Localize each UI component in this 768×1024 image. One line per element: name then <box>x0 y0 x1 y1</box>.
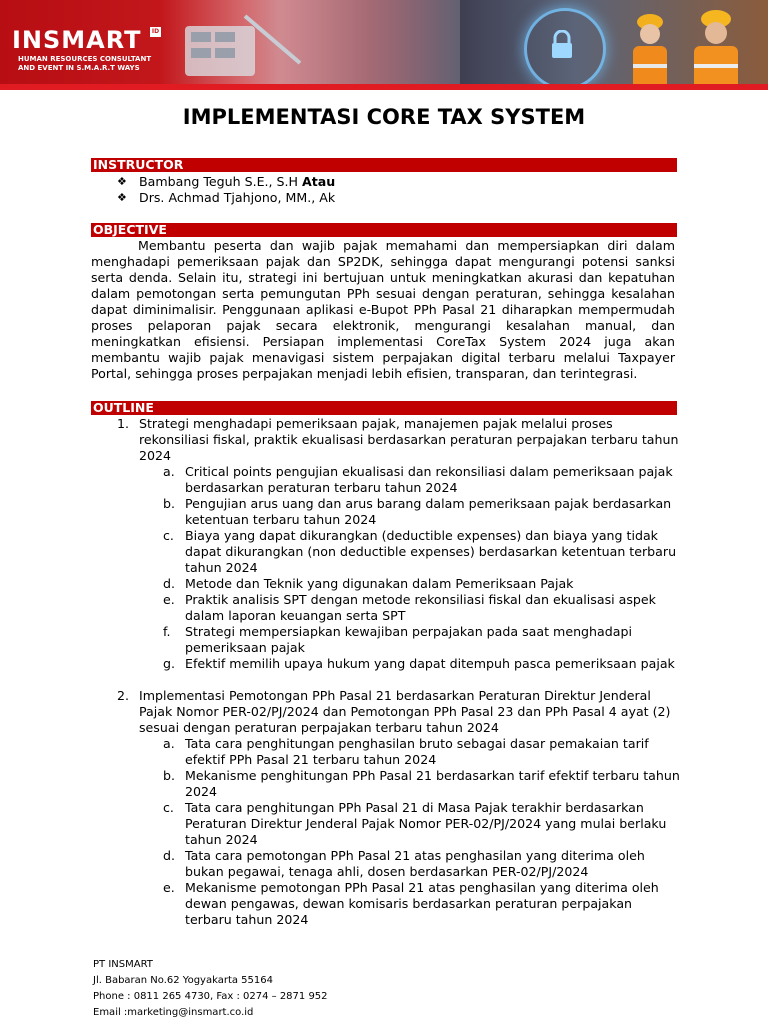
banner-stripe <box>0 84 768 90</box>
list-item: c. Biaya yang dapat dikurangkan (deductible expenses) dan biaya yang tidak dapat dikurangkan (non deductible expenses) berdasarkan ketentuan terbaru tahun 2024 <box>163 528 677 575</box>
list-item: e. Praktik analisis SPT dengan metode rekonsiliasi fiskal dan ekualisasi aspek dalam laporan keuangan serta SPT <box>163 592 656 623</box>
section-heading-objective: OBJECTIVE <box>91 223 677 237</box>
logo-badge: ID <box>151 28 160 35</box>
list-item: f. Strategi mempersiapkan kewajiban perpajakan pada saat menghadapi pemeriksaan pajak <box>163 624 632 655</box>
list-item: e. Mekanisme pemotongan PPh Pasal 21 atas penghasilan yang diterima oleh dewan pengawas, dewan komisaris berdasarkan peraturan perpajakan terbaru tahun 2024 <box>163 880 659 927</box>
list-item: d. Metode dan Teknik yang digunakan dalam Pemeriksaan Pajak <box>163 576 574 591</box>
list-item: a. Critical points pengujian ekualisasi dan rekonsiliasi dalam pemeriksaan pajak berdasarkan peraturan terbaru tahun 2024 <box>163 464 673 495</box>
list-item: d. Tata cara pemotongan PPh Pasal 21 atas penghasilan yang diterima oleh bukan pegawai, tenaga ahli, dosen berdasarkan PER-02/PJ/2024 <box>163 848 645 879</box>
instructor-conjunction: Atau <box>302 174 336 189</box>
list-item: c. Tata cara penghitungan PPh Pasal 21 di Masa Pajak terakhir berdasarkan Peraturan Direktur Jenderal Pajak Nomor PER-02/PJ/2024 yang mulai berlaku tahun 2024 <box>163 800 667 847</box>
item-number: 1. <box>117 416 130 431</box>
objective-paragraph: Membantu peserta dan wajib pajak memahami dan mempersiapkan diri dalam menghadapi pemeriksaan pajak dan SP2DK, sehingga dapat mengurangi potensi sanksi serta denda. Selain itu, strategi ini bertujuan untuk meningkatkan akurasi dan kepatuhan dalam pemotongan serta pemungutan PPh sesuai dengan peraturan, sehingga kesalahan dapat diminimalisir. Penggunaan aplikasi e-Bupot PPh Pasal 21 diharapkan mempermudah proses pelaporan pajak secara elektronik, mengurangi kesalahan manual, dan meningkatkan efisiensi. Persiapan implementasi CoreTax System 2024 juga akan membantu wajib pajak menavigasi sistem perpajakan digital terbaru melalui Taxpayer Portal, sehingga proses perpajakan menjadi lebih efisien, transparan, dan terintegrasi. <box>91 238 675 381</box>
sub-list <box>91 464 681 672</box>
logo-wordmark: INSMART <box>12 26 142 54</box>
outline-item <box>91 416 681 672</box>
section-heading-instructor: INSTRUCTOR <box>91 158 677 172</box>
outline-item <box>91 688 681 928</box>
page-title: IMPLEMENTASI CORE TAX SYSTEM <box>182 105 586 129</box>
lock-icon <box>549 30 575 60</box>
item-text: Strategi menghadapi pemeriksaan pajak, manajemen pajak melalui proses rekonsiliasi fiskal, praktik ekualisasi berdasarkan peraturan perpajakan terbaru tahun 2024 <box>139 416 679 463</box>
diamond-bullet-icon: ❖ <box>117 175 127 188</box>
item-number: 2. <box>117 688 130 703</box>
worker-image <box>688 6 744 90</box>
instructor-name: Drs. Achmad Tjahjono, MM., Ak <box>139 190 336 205</box>
header-banner <box>0 0 768 90</box>
list-item <box>117 190 335 206</box>
instructor-name: Bambang Teguh S.E., S.H <box>139 174 299 189</box>
list-item <box>117 174 335 190</box>
item-text: Implementasi Pemotongan PPh Pasal 21 berdasarkan Peraturan Direktur Jenderal Pajak Nomor PER-02/PJ/2024 dan Pemotongan PPh Pasal 23 dan PPh Pasal 4 ayat (2) sesuai dengan peraturan perpajakan terbaru tahun 2024 <box>139 688 671 735</box>
instructor-list <box>117 174 335 206</box>
calculator-pen-image <box>175 8 305 78</box>
spacer <box>91 672 681 688</box>
section-heading-outline: OUTLINE <box>91 401 677 415</box>
worker-image <box>625 8 675 90</box>
list-item: b. Mekanisme penghitungan PPh Pasal 21 berdasarkan tarif efektif terbaru tahun 2024 <box>163 768 680 799</box>
outline-list <box>91 416 681 928</box>
list-item: g. Efektif memilih upaya hukum yang dapat ditempuh pasca pemeriksaan pajak <box>163 656 675 671</box>
logo-tagline: HUMAN RESOURCES CONSULTANT AND EVENT IN S.M.A.R.T WAYS <box>18 55 152 72</box>
footer-email[interactable]: Email :marketing@insmart.co.id <box>93 1007 254 1018</box>
footer-company: PT INSMART <box>93 959 153 970</box>
sub-list <box>91 736 681 928</box>
footer-phone: Phone : 0811 265 4730, Fax : 0274 – 2871 952 <box>93 991 328 1002</box>
footer-address: Jl. Babaran No.62 Yogyakarta 55164 <box>93 975 273 986</box>
list-item: a. Tata cara penghitungan penghasilan bruto sebagai dasar pemakaian tarif efektif PPh Pasal 21 terbaru tahun 2024 <box>163 736 649 767</box>
list-item: b. Pengujian arus uang dan arus barang dalam pemeriksaan pajak berdasarkan ketentuan terbaru tahun 2024 <box>163 496 672 527</box>
diamond-bullet-icon: ❖ <box>117 191 127 204</box>
footer-contact <box>93 957 328 1021</box>
